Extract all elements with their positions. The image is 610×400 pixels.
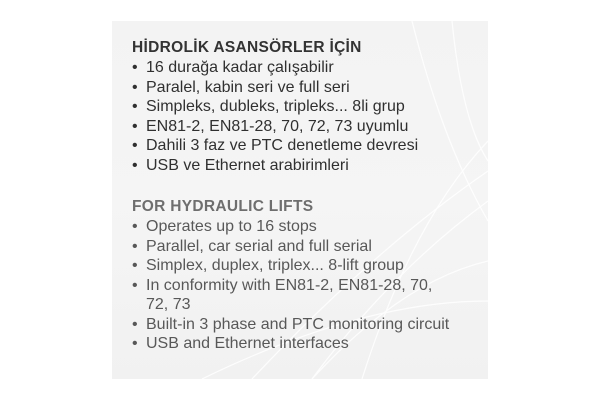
bullet: • xyxy=(132,315,138,333)
bullet: • xyxy=(132,335,138,352)
list-item: • Built-in 3 phase and PTC monitoring circuit xyxy=(132,315,450,333)
content xyxy=(132,38,482,354)
bullet: • xyxy=(132,78,138,96)
list-item: • Parallel, car serial and full serial xyxy=(132,237,372,255)
list-item: • Simplex, duplex, triplex... 8-lift group xyxy=(132,257,404,274)
bullet: • xyxy=(132,98,138,115)
list-item: • In conformity with EN81-2, EN81-28, 70, 72, 73 xyxy=(132,276,433,313)
bullet: • xyxy=(132,218,138,235)
bullet: • xyxy=(132,117,138,135)
list-item: • Dahili 3 faz ve PTC denetleme devresi xyxy=(132,137,419,154)
english-heading: FOR HYDRAULIC LIFTS xyxy=(132,198,314,215)
bullet: • xyxy=(132,237,138,255)
list-item: • Operates up to 16 stops xyxy=(132,218,317,235)
list-item: • 16 durağa kadar çalışabilir xyxy=(132,59,334,76)
feature-panel xyxy=(112,21,488,379)
list-item: • USB and Ethernet interfaces xyxy=(132,335,349,352)
turkish-heading: HİDROLİK ASANSÖRLER İÇİN xyxy=(132,39,362,56)
list-item: • Simpleks, dubleks, tripleks... 8li grup xyxy=(132,98,405,115)
bullet: • xyxy=(132,276,138,294)
english-feature-list xyxy=(132,217,482,354)
list-item: • Paralel, kabin seri ve full seri xyxy=(132,78,350,96)
turkish-feature-list xyxy=(132,58,482,175)
list-item: • EN81-2, EN81-28, 70, 72, 73 uyumlu xyxy=(132,117,409,135)
bullet: • xyxy=(132,137,138,154)
bullet: • xyxy=(132,257,138,274)
list-item: • USB ve Ethernet arabirimleri xyxy=(132,156,349,174)
bullet: • xyxy=(132,59,138,76)
bullet: • xyxy=(132,156,138,174)
